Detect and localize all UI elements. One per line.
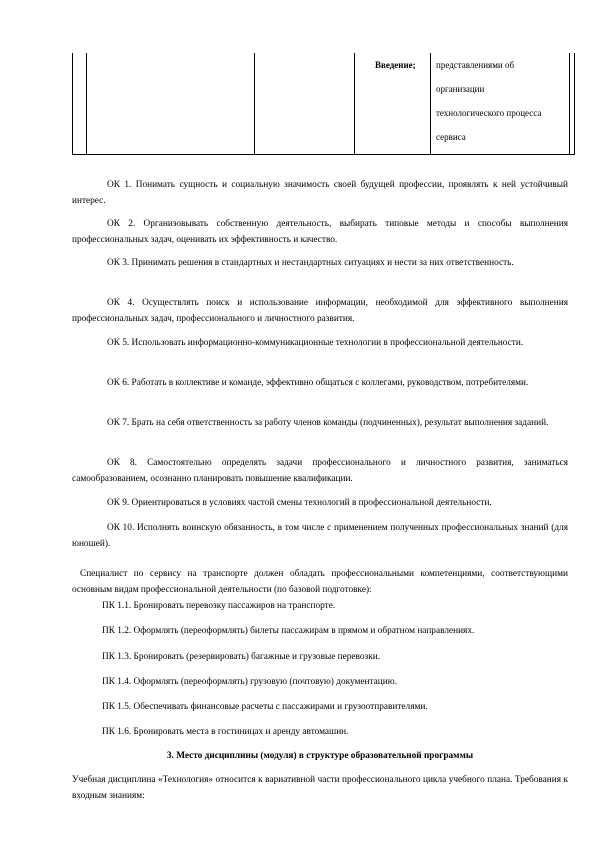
pk-item: ПК 1.2. Оформлять (переоформлять) билеты пассажирам в прямом и обратном направлениях. bbox=[102, 626, 475, 636]
pk-item: ПК 1.1. Бронировать перевозку пассажиров на транспорте. bbox=[102, 601, 336, 611]
final-paragraph: Учебная дисциплина «Технология» относится к вариативной части профессионального цикла учебного плана. Требования к входным знаниям: bbox=[72, 775, 568, 801]
top-table bbox=[72, 53, 575, 155]
table-cell bbox=[87, 53, 255, 155]
pk-item: ПК 1.5. Обеспечивать финансовые расчеты с пассажирами и грузоотправителями. bbox=[102, 702, 428, 712]
ok-paragraph: ОК 8. Самостоятельно определять задачи профессионального и личностного развития, заниматься самообразованием, осознанно планировать повышение квалификации. bbox=[72, 458, 568, 484]
table-cell-line: организации bbox=[436, 84, 485, 94]
ok-paragraph: ОК 10. Исполнять воинскую обязанность, в том числе с применением полученных профессиональных знаний (для юношей). bbox=[72, 523, 568, 549]
specialist-paragraph: Специалист по сервису на транспорте должен обладать профессиональными компетенциями, соответствующими основным видам профессиональной деятельности (по базовой подготовке): bbox=[72, 569, 568, 595]
ok-paragraph: ОК 4. Осуществлять поиск и использование информации, необходимой для эффективного выполнения профессиональных задач, профессионального и личностного развития. bbox=[72, 298, 568, 324]
table-cell bbox=[73, 53, 87, 155]
table-cell-line: технологического процесса bbox=[436, 108, 542, 118]
pk-item: ПК 1.3. Бронировать (резервировать) багажные и грузовые перевозки. bbox=[102, 652, 381, 662]
section-heading: 3. Место дисциплины (модуля) в структуре образовательной программы bbox=[166, 751, 474, 761]
ok-paragraph: ОК 2. Организовывать собственную деятельность, выбирать типовые методы и способы выполнения профессиональных задач, оценивать их эффективность и качество. bbox=[72, 219, 568, 245]
table-cell-line: сервиса bbox=[436, 132, 466, 142]
ok-paragraph: ОК 7. Брать на себя ответственность за работу членов команды (подчиненных), результат выполнения заданий. bbox=[107, 418, 549, 428]
ok-paragraph: ОК 5. Использовать информационно-коммуникационные технологии в профессиональной деятельности. bbox=[107, 338, 524, 348]
table-cell bbox=[255, 53, 355, 155]
ok-paragraph: ОК 9. Ориентироваться в условиях частой смены технологий в профессиональной деятельности. bbox=[107, 498, 492, 508]
table-cell-line: представлениями об bbox=[436, 60, 515, 70]
ok-paragraph: ОК 3. Принимать решения в стандартных и нестандартных ситуациях и нести за них ответственность. bbox=[107, 258, 514, 268]
table-cell bbox=[431, 53, 570, 155]
table-cell bbox=[355, 53, 431, 155]
ok-paragraph: ОК 1. Понимать сущность и социальную значимость своей будущей профессии, проявлять к ней устойчивый интерес. bbox=[72, 180, 568, 206]
pk-item: ПК 1.6. Бронировать места в гостиницах и аренду автомашин. bbox=[102, 727, 349, 737]
table-cell bbox=[570, 53, 575, 155]
pk-item: ПК 1.4. Оформлять (переоформлять) грузовую (почтовую) документацию. bbox=[102, 677, 398, 687]
ok-paragraph: ОК 6. Работать в коллективе и команде, эффективно общаться с коллегами, руководством, потребителями. bbox=[107, 378, 529, 388]
table-cell-text: Введение; bbox=[375, 60, 416, 70]
